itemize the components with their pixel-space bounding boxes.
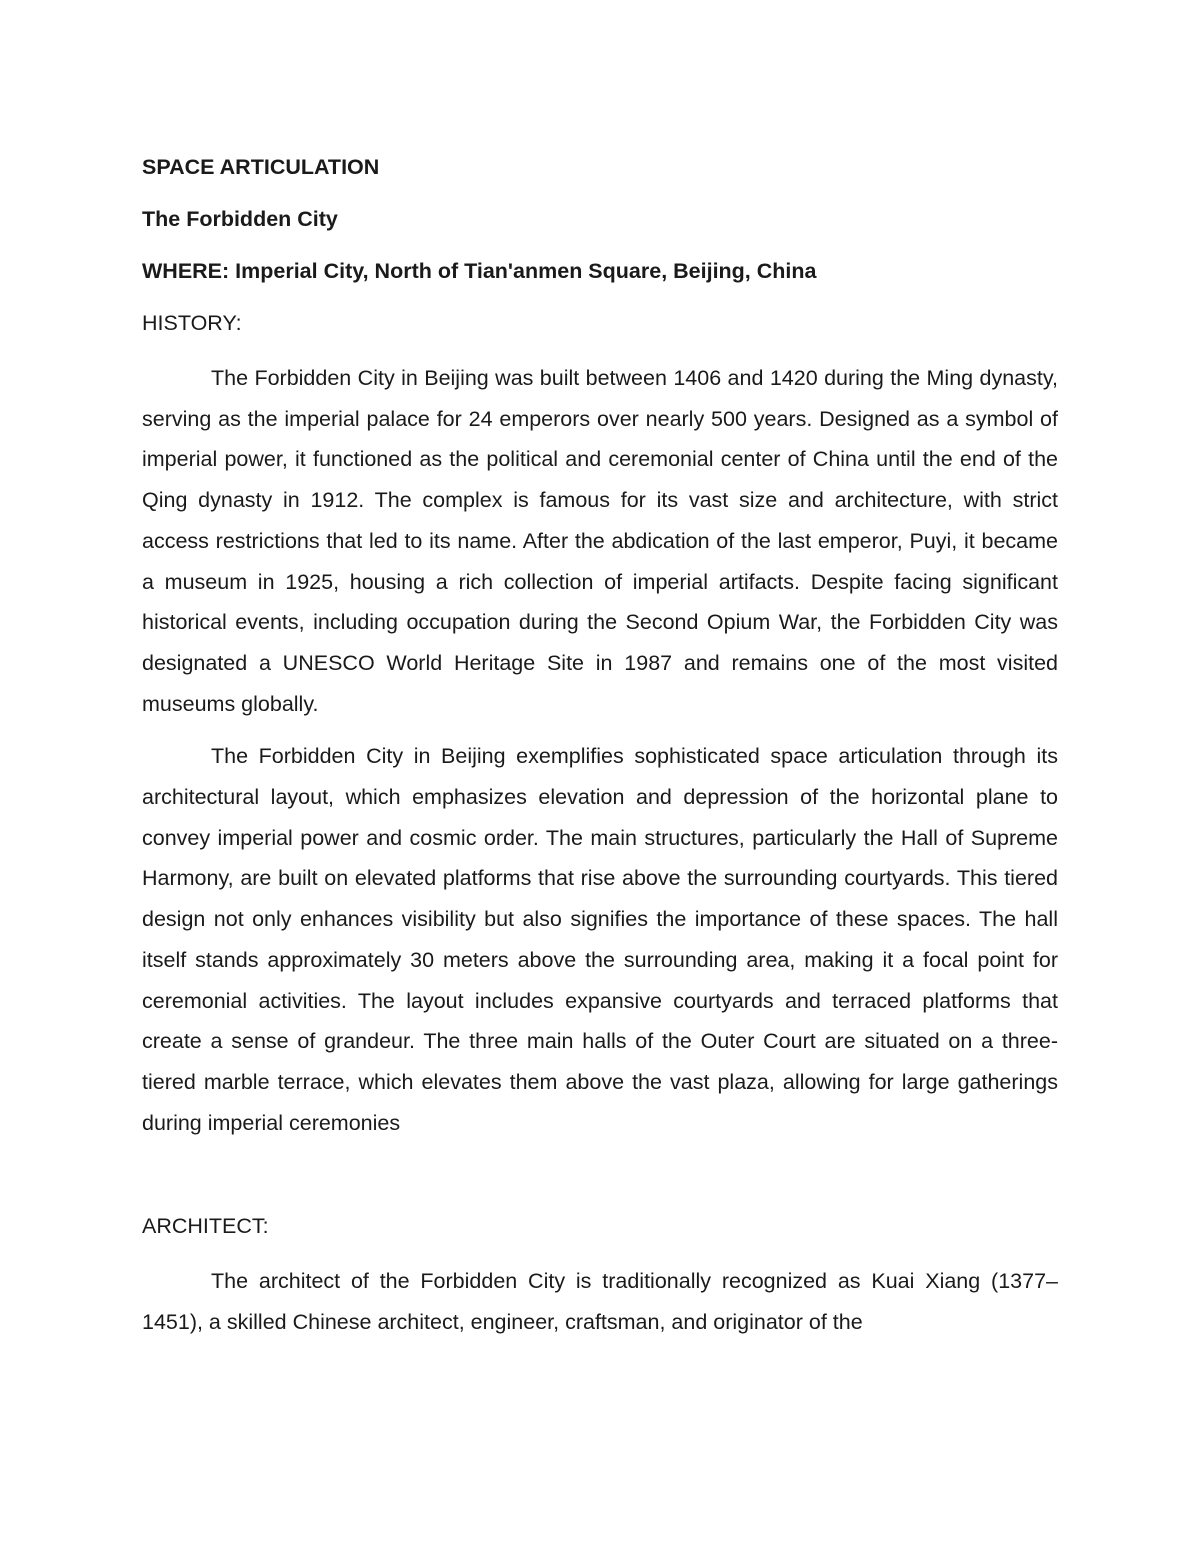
document-body xyxy=(142,150,1058,1343)
location-line: WHERE: Imperial City, North of Tian'anmen Square, Beijing, China xyxy=(142,259,817,283)
architect-label: ARCHITECT: xyxy=(142,1214,269,1239)
document-subtitle: The Forbidden City xyxy=(142,207,338,231)
history-paragraph-1: The Forbidden City in Beijing was built between 1406 and 1420 during the Ming dynasty, serving as the imperial palace for 24 emperors over nearly 500 years. Designed as a symbol of imperial power, it functioned as the political and ceremonial center of China until the end of the Qing dynasty in 1912. The complex is famous for its vast size and architecture, with strict access restrictions that led to its name. After the abdication of the last emperor, Puyi, it became a museum in 1925, housing a rich collection of imperial artifacts. Despite facing significant historical events, including occupation during the Second Opium War, the Forbidden City was designated a UNESCO World Heritage Site in 1987 and remains one of the most visited museums globally. xyxy=(142,366,1058,716)
architect-paragraph: The architect of the Forbidden City is traditionally recognized as Kuai Xiang (1377–1451), a skilled Chinese architect, engineer, craftsman, and originator of the xyxy=(142,1269,1058,1335)
history-label: HISTORY: xyxy=(142,311,242,335)
document-title: SPACE ARTICULATION xyxy=(142,155,380,179)
history-paragraph-2: The Forbidden City in Beijing exemplifies sophisticated space articulation through its architectural layout, which emphasizes elevation and depression of the horizontal plane to convey imperial power and cosmic order. The main structures, particularly the Hall of Supreme Harmony, are built on elevated platforms that rise above the surrounding courtyards. This tiered design not only enhances visibility but also signifies the importance of these spaces. The hall itself stands approximately 30 meters above the surrounding area, making it a focal point for ceremonial activities. The layout includes expansive courtyards and terraced platforms that create a sense of grandeur. The three main halls of the Outer Court are situated on a three-tiered marble terrace, which elevates them above the vast plaza, allowing for large gatherings during imperial ceremonies xyxy=(142,744,1058,1135)
